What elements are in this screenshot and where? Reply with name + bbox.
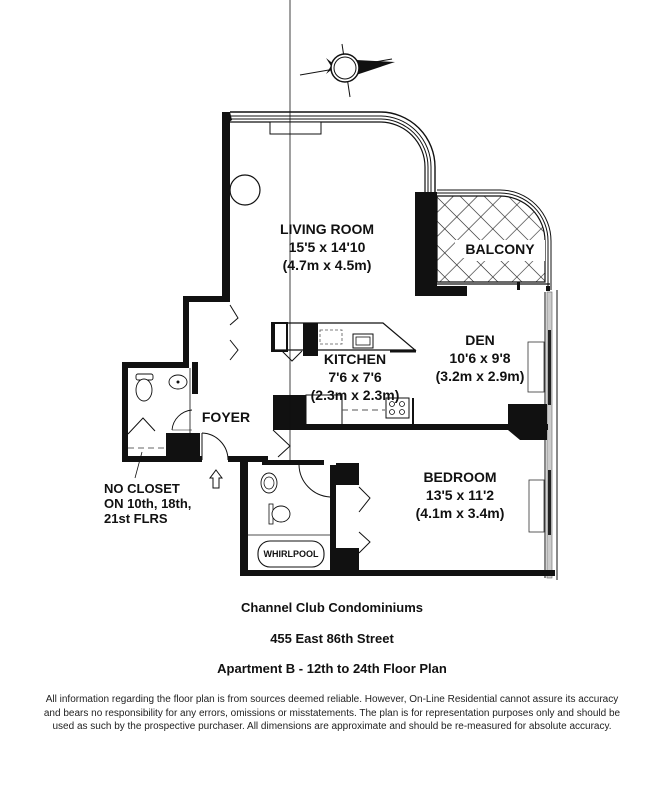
kitchen-label — [300, 350, 410, 404]
den-label — [425, 331, 535, 385]
kitchen-name: KITCHEN — [323, 351, 387, 367]
bedroom-name: BEDROOM — [423, 469, 497, 485]
disclaimer-line-2: and bears no responsibility for any errors, omissions or misstatements. The plan is for representation purposes only and should be — [43, 707, 621, 719]
kitchen-dim-m: (2.3m x 2.3m) — [310, 387, 400, 403]
kitchen-left-wall — [271, 322, 275, 352]
den-dim-ft: 10'6 x 9'8 — [449, 350, 511, 366]
foyer-name: FOYER — [201, 409, 251, 425]
bedroom-dim-ft: 13'5 x 11'2 — [425, 487, 495, 503]
disclaimer — [40, 693, 624, 734]
living-room-name: LIVING ROOM — [279, 221, 375, 237]
living-room-label — [262, 220, 392, 274]
north-arrow-compass-icon — [300, 44, 395, 97]
living-room-dim-m: (4.7m x 4.5m) — [282, 257, 372, 273]
bedroom-label — [400, 468, 520, 522]
kitchen-dim-ft: 7'6 x 7'6 — [328, 369, 382, 385]
den-dim-m: (3.2m x 2.9m) — [435, 368, 525, 384]
plan-name: Apartment B - 12th to 24th Floor Plan — [217, 661, 447, 676]
closet-note-line-3: 21st FLRS — [104, 511, 168, 526]
whirlpool-label — [259, 545, 323, 563]
balcony-name: BALCONY — [465, 241, 535, 257]
disclaimer-line-1: All information regarding the floor plan is from sources deemed reliable. However, On-Line Residential cannot assure its accuracy — [45, 694, 619, 705]
den-name: DEN — [465, 332, 495, 348]
foyer-walls — [122, 296, 290, 488]
interior-wall-bedroom-top — [273, 424, 548, 430]
building-address: 455 East 86th Street — [270, 631, 394, 646]
closet-note-line-1: NO CLOSET — [104, 481, 180, 496]
closet-note — [104, 481, 191, 526]
disclaimer-line-3: used as such by the prospective purchaser. All dimensions are approximate and should be re-measured for absolute accuracy. — [52, 721, 612, 732]
building-name: Channel Club Condominiums — [241, 600, 423, 615]
closet-note-line-2: ON 10th, 18th, — [104, 496, 192, 511]
bedroom-dim-m: (4.1m x 3.4m) — [415, 505, 505, 521]
living-room-dim-ft: 15'5 x 14'10 — [288, 239, 366, 255]
foyer-label — [196, 408, 256, 426]
balcony-label — [455, 240, 545, 258]
whirlpool-name: WHIRLPOOL — [263, 549, 319, 559]
